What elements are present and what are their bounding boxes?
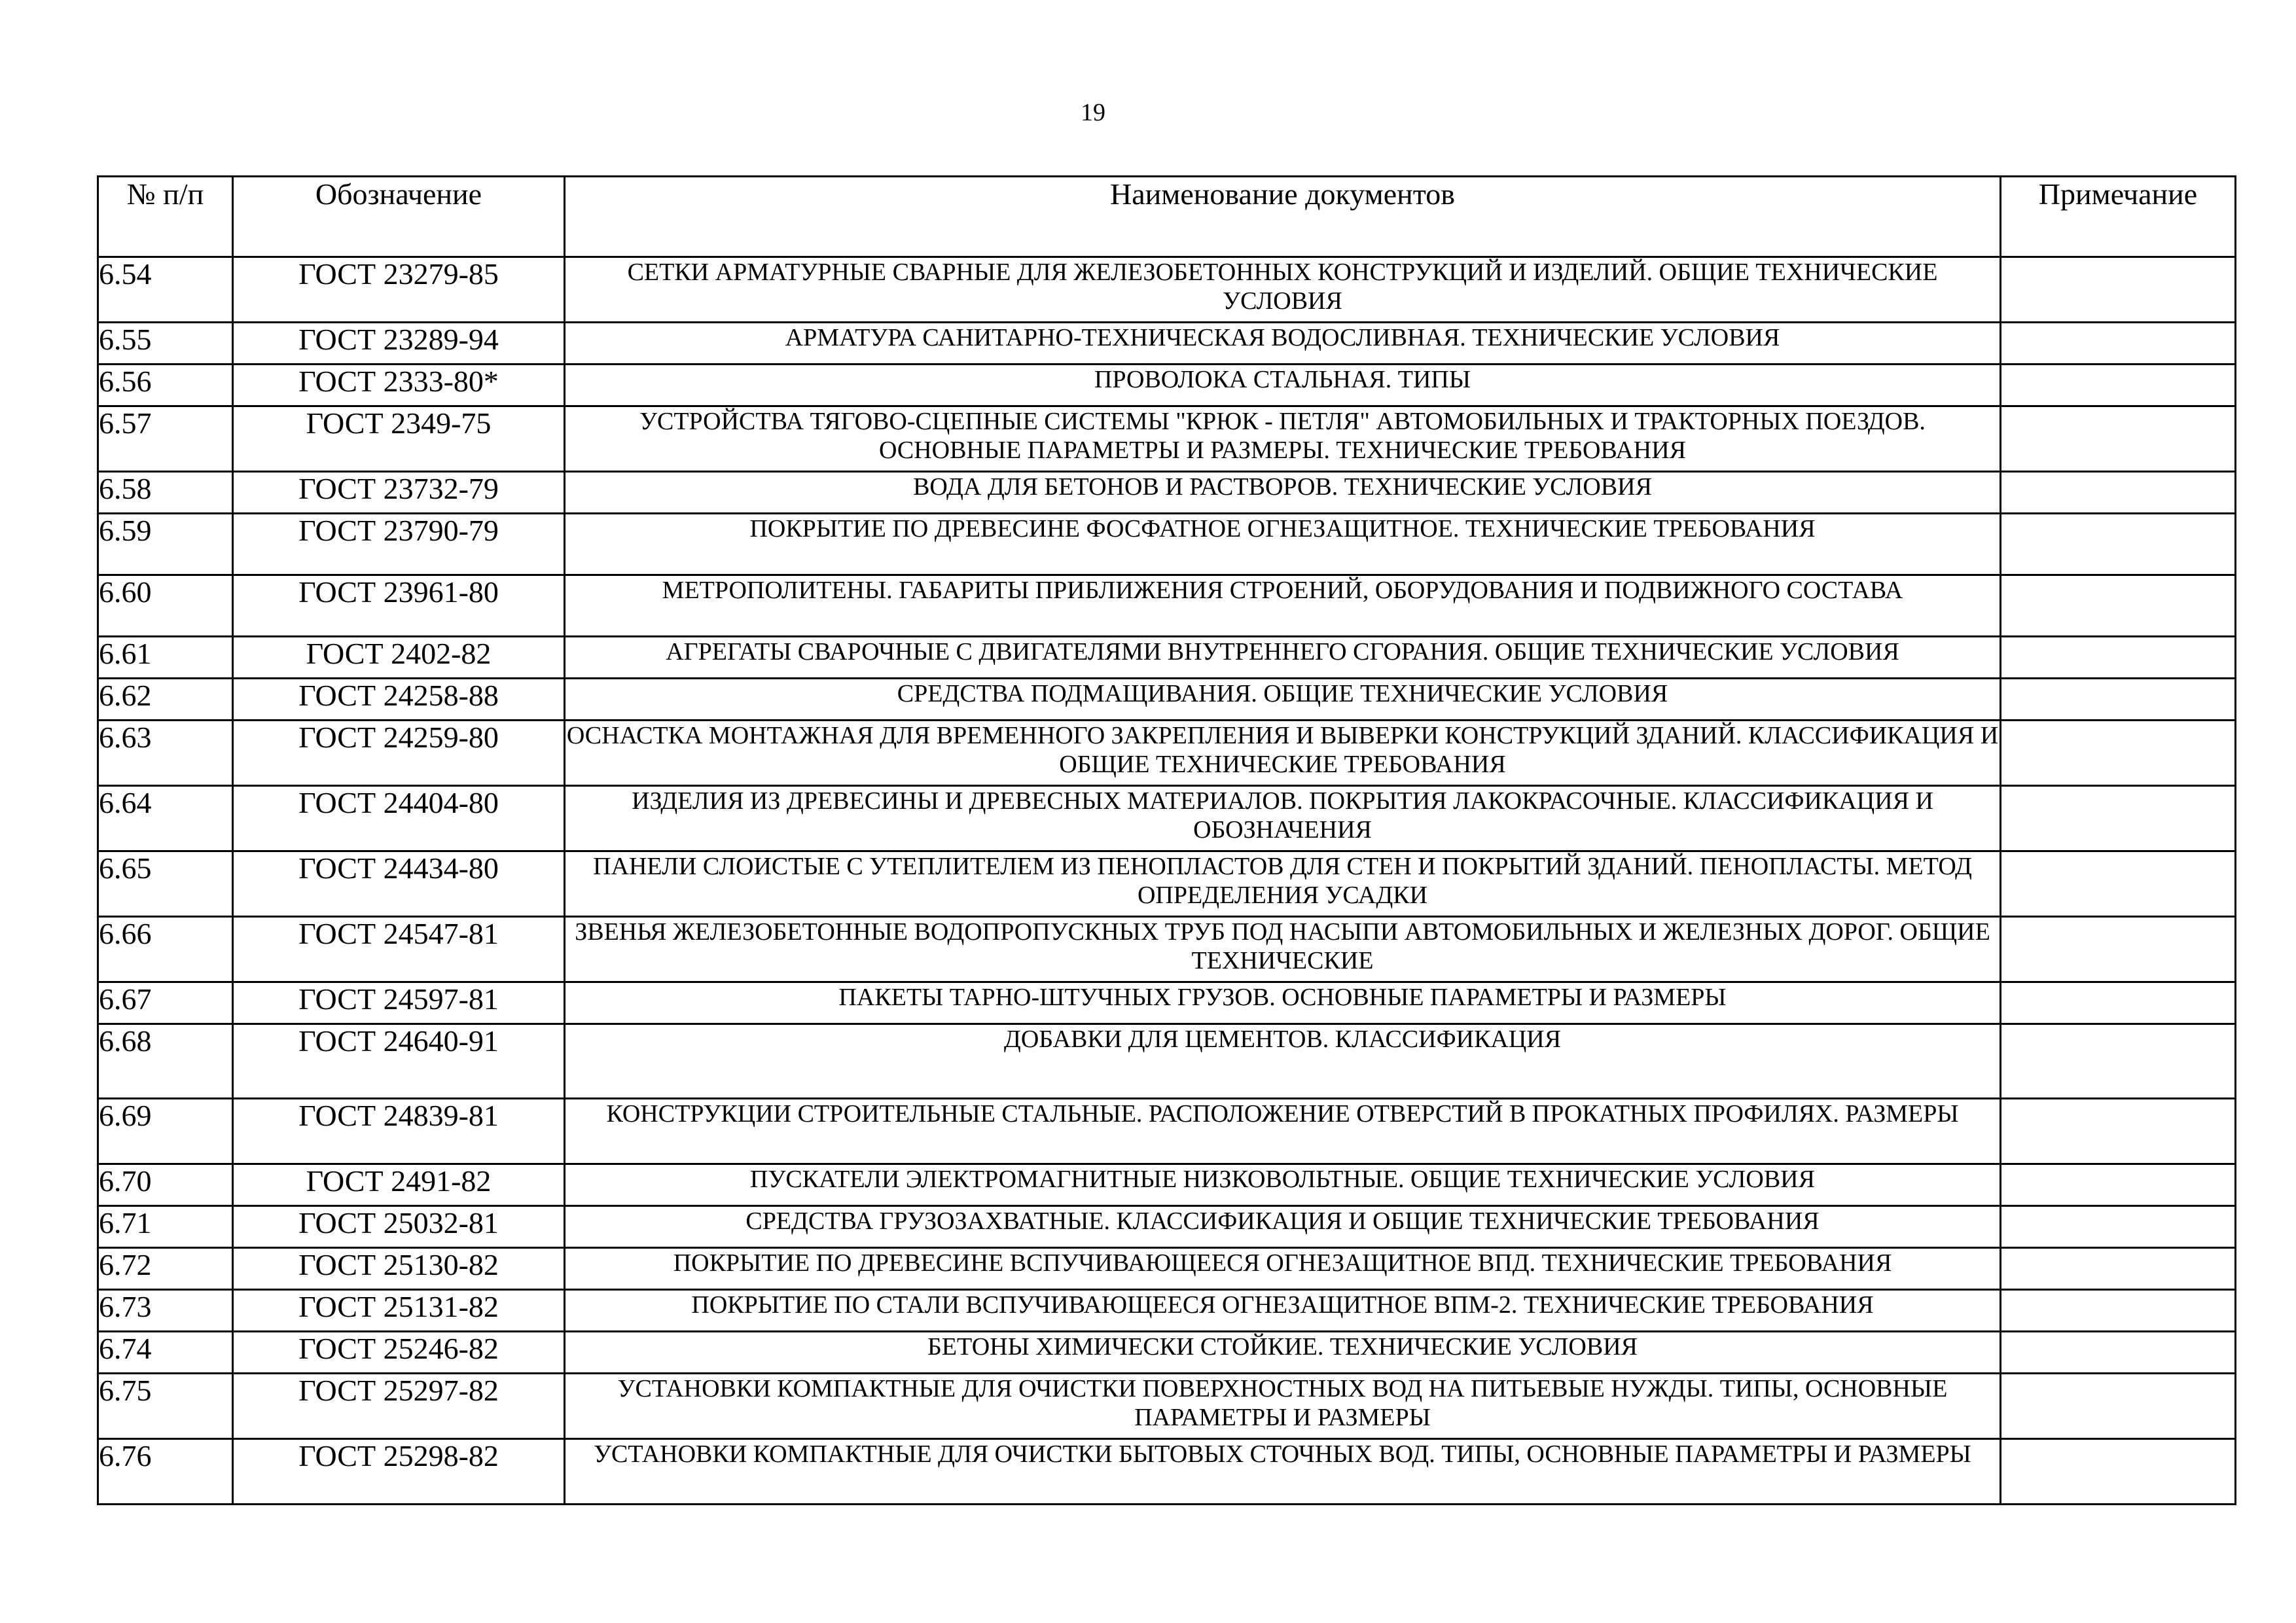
row-title: КОНСТРУКЦИИ СТРОИТЕЛЬНЫЕ СТАЛЬНЫЕ. РАСПОЛОЖЕНИЕ ОТВЕРСТИЙ В ПРОКАТНЫХ ПРОФИЛЯХ. РАЗМЕРЫ [565,1099,2001,1164]
row-number: 6.61 [98,637,233,679]
row-number: 6.76 [98,1439,233,1505]
row-note [2001,637,2236,679]
row-title: УСТАНОВКИ КОМПАКТНЫЕ ДЛЯ ОЧИСТКИ БЫТОВЫХ СТОЧНЫХ ВОД. ТИПЫ, ОСНОВНЫЕ ПАРАМЕТРЫ И РАЗМЕРЫ [565,1439,2001,1505]
table-body [98,257,2236,1505]
row-title: ДОБАВКИ ДЛЯ ЦЕМЕНТОВ. КЛАССИФИКАЦИЯ [565,1024,2001,1099]
row-title: УСТАНОВКИ КОМПАКТНЫЕ ДЛЯ ОЧИСТКИ ПОВЕРХНОСТНЫХ ВОД НА ПИТЬЕВЫЕ НУЖДЫ. ТИПЫ, ОСНОВНЫЕ ПАРАМЕТРЫ И РАЗМЕРЫ [565,1374,2001,1439]
page-number: 19 [1081,99,1105,126]
row-code: ГОСТ 25298-82 [233,1439,565,1505]
row-number: 6.64 [98,786,233,851]
row-note [2001,982,2236,1024]
row-note [2001,786,2236,851]
row-code: ГОСТ 25130-82 [233,1248,565,1290]
row-number: 6.59 [98,514,233,575]
table-row [98,1374,2236,1439]
row-title: БЕТОНЫ ХИМИЧЕСКИ СТОЙКИЕ. ТЕХНИЧЕСКИЕ УСЛОВИЯ [565,1332,2001,1374]
row-note [2001,1439,2236,1505]
row-number: 6.67 [98,982,233,1024]
header-title: Наименование документов [565,177,2001,257]
row-note [2001,1248,2236,1290]
row-title: ПРОВОЛОКА СТАЛЬНАЯ. ТИПЫ [565,365,2001,406]
row-number: 6.70 [98,1164,233,1206]
row-number: 6.73 [98,1290,233,1332]
row-code: ГОСТ 24547-81 [233,917,565,982]
table-row [98,406,2236,472]
row-code: ГОСТ 23790-79 [233,514,565,575]
row-title: ОСНАСТКА МОНТАЖНАЯ ДЛЯ ВРЕМЕННОГО ЗАКРЕПЛЕНИЯ И ВЫВЕРКИ КОНСТРУКЦИЙ ЗДАНИЙ. КЛАССИФИКАЦИЯ И ОБЩИЕ ТЕХНИЧЕСКИЕ ТРЕБОВАНИЯ [565,721,2001,786]
row-code: ГОСТ 2491-82 [233,1164,565,1206]
row-note [2001,1164,2236,1206]
row-note [2001,1206,2236,1248]
header-num: № п/п [98,177,233,257]
row-note [2001,917,2236,982]
row-number: 6.74 [98,1332,233,1374]
table-row [98,917,2236,982]
row-number: 6.65 [98,851,233,917]
row-number: 6.69 [98,1099,233,1164]
table-row [98,323,2236,365]
row-title: АРМАТУРА САНИТАРНО-ТЕХНИЧЕСКАЯ ВОДОСЛИВНАЯ. ТЕХНИЧЕСКИЕ УСЛОВИЯ [565,323,2001,365]
row-title: ПАКЕТЫ ТАРНО-ШТУЧНЫХ ГРУЗОВ. ОСНОВНЫЕ ПАРАМЕТРЫ И РАЗМЕРЫ [565,982,2001,1024]
row-code: ГОСТ 23279-85 [233,257,565,323]
header-code: Обозначение [233,177,565,257]
table-row [98,1290,2236,1332]
table-row [98,982,2236,1024]
table-row [98,257,2236,323]
row-number: 6.60 [98,575,233,637]
row-title: СРЕДСТВА ПОДМАЩИВАНИЯ. ОБЩИЕ ТЕХНИЧЕСКИЕ УСЛОВИЯ [565,679,2001,721]
row-number: 6.55 [98,323,233,365]
table-row [98,851,2236,917]
row-title: ИЗДЕЛИЯ ИЗ ДРЕВЕСИНЫ И ДРЕВЕСНЫХ МАТЕРИАЛОВ. ПОКРЫТИЯ ЛАКОКРАСОЧНЫЕ. КЛАССИФИКАЦИЯ И ОБОЗНАЧЕНИЯ [565,786,2001,851]
row-number: 6.58 [98,472,233,514]
table-row [98,365,2236,406]
row-number: 6.63 [98,721,233,786]
row-title: ВОДА ДЛЯ БЕТОНОВ И РАСТВОРОВ. ТЕХНИЧЕСКИЕ УСЛОВИЯ [565,472,2001,514]
table-row [98,1439,2236,1505]
row-note [2001,406,2236,472]
row-code: ГОСТ 23289-94 [233,323,565,365]
table-row [98,1024,2236,1099]
row-number: 6.57 [98,406,233,472]
row-note [2001,721,2236,786]
row-number: 6.66 [98,917,233,982]
row-code: ГОСТ 24404-80 [233,786,565,851]
row-code: ГОСТ 24258-88 [233,679,565,721]
row-title: АГРЕГАТЫ СВАРОЧНЫЕ С ДВИГАТЕЛЯМИ ВНУТРЕННЕГО СГОРАНИЯ. ОБЩИЕ ТЕХНИЧЕСКИЕ УСЛОВИЯ [565,637,2001,679]
row-number: 6.56 [98,365,233,406]
row-code: ГОСТ 24259-80 [233,721,565,786]
row-code: ГОСТ 23961-80 [233,575,565,637]
table-row [98,472,2236,514]
row-title: ПУСКАТЕЛИ ЭЛЕКТРОМАГНИТНЫЕ НИЗКОВОЛЬТНЫЕ. ОБЩИЕ ТЕХНИЧЕСКИЕ УСЛОВИЯ [565,1164,2001,1206]
header-note: Примечание [2001,177,2236,257]
row-note [2001,257,2236,323]
table-row [98,786,2236,851]
row-title: ПАНЕЛИ СЛОИСТЫЕ С УТЕПЛИТЕЛЕМ ИЗ ПЕНОПЛАСТОВ ДЛЯ СТЕН И ПОКРЫТИЙ ЗДАНИЙ. ПЕНОПЛАСТЫ. МЕТОД ОПРЕДЕЛЕНИЯ УСАДКИ [565,851,2001,917]
row-note [2001,575,2236,637]
row-number: 6.71 [98,1206,233,1248]
table-row [98,1248,2236,1290]
table-row [98,575,2236,637]
row-note [2001,1290,2236,1332]
row-note [2001,472,2236,514]
documents-table [97,175,2236,1505]
row-note [2001,1099,2236,1164]
row-code: ГОСТ 2349-75 [233,406,565,472]
row-title: УСТРОЙСТВА ТЯГОВО-СЦЕПНЫЕ СИСТЕМЫ "КРЮК - ПЕТЛЯ" АВТОМОБИЛЬНЫХ И ТРАКТОРНЫХ ПОЕЗДОВ. ОСНОВНЫЕ ПАРАМЕТРЫ И РАЗМЕРЫ. ТЕХНИЧЕСКИЕ ТРЕБОВАНИЯ [565,406,2001,472]
table-row [98,1332,2236,1374]
row-note [2001,323,2236,365]
row-code: ГОСТ 23732-79 [233,472,565,514]
table-row [98,1164,2236,1206]
table-row [98,1206,2236,1248]
row-code: ГОСТ 24640-91 [233,1024,565,1099]
row-note [2001,1374,2236,1439]
row-title: ПОКРЫТИЕ ПО ДРЕВЕСИНЕ ВСПУЧИВАЮЩЕЕСЯ ОГНЕЗАЩИТНОЕ ВПД. ТЕХНИЧЕСКИЕ ТРЕБОВАНИЯ [565,1248,2001,1290]
table-header-row [98,177,2236,257]
row-number: 6.68 [98,1024,233,1099]
row-code: ГОСТ 2402-82 [233,637,565,679]
row-code: ГОСТ 25297-82 [233,1374,565,1439]
row-code: ГОСТ 25131-82 [233,1290,565,1332]
table-row [98,679,2236,721]
row-note [2001,851,2236,917]
row-note [2001,1024,2236,1099]
row-title: ЗВЕНЬЯ ЖЕЛЕЗОБЕТОННЫЕ ВОДОПРОПУСКНЫХ ТРУБ ПОД НАСЫПИ АВТОМОБИЛЬНЫХ И ЖЕЛЕЗНЫХ ДОРОГ. ОБЩИЕ ТЕХНИЧЕСКИЕ [565,917,2001,982]
table-row [98,1099,2236,1164]
row-code: ГОСТ 24597-81 [233,982,565,1024]
row-note [2001,679,2236,721]
row-code: ГОСТ 2333-80* [233,365,565,406]
row-number: 6.75 [98,1374,233,1439]
row-note [2001,1332,2236,1374]
row-number: 6.62 [98,679,233,721]
row-title: СЕТКИ АРМАТУРНЫЕ СВАРНЫЕ ДЛЯ ЖЕЛЕЗОБЕТОННЫХ КОНСТРУКЦИЙ И ИЗДЕЛИЙ. ОБЩИЕ ТЕХНИЧЕСКИЕ УСЛОВИЯ [565,257,2001,323]
row-number: 6.72 [98,1248,233,1290]
table-row [98,637,2236,679]
row-title: МЕТРОПОЛИТЕНЫ. ГАБАРИТЫ ПРИБЛИЖЕНИЯ СТРОЕНИЙ, ОБОРУДОВАНИЯ И ПОДВИЖНОГО СОСТАВА [565,575,2001,637]
row-code: ГОСТ 25246-82 [233,1332,565,1374]
row-title: ПОКРЫТИЕ ПО ДРЕВЕСИНЕ ФОСФАТНОЕ ОГНЕЗАЩИТНОЕ. ТЕХНИЧЕСКИЕ ТРЕБОВАНИЯ [565,514,2001,575]
row-note [2001,365,2236,406]
row-code: ГОСТ 24434-80 [233,851,565,917]
row-title: ПОКРЫТИЕ ПО СТАЛИ ВСПУЧИВАЮЩЕЕСЯ ОГНЕЗАЩИТНОЕ ВПМ-2. ТЕХНИЧЕСКИЕ ТРЕБОВАНИЯ [565,1290,2001,1332]
table-row [98,721,2236,786]
row-code: ГОСТ 25032-81 [233,1206,565,1248]
row-number: 6.54 [98,257,233,323]
row-code: ГОСТ 24839-81 [233,1099,565,1164]
row-note [2001,514,2236,575]
table-row [98,514,2236,575]
row-title: СРЕДСТВА ГРУЗОЗАХВАТНЫЕ. КЛАССИФИКАЦИЯ И ОБЩИЕ ТЕХНИЧЕСКИЕ ТРЕБОВАНИЯ [565,1206,2001,1248]
